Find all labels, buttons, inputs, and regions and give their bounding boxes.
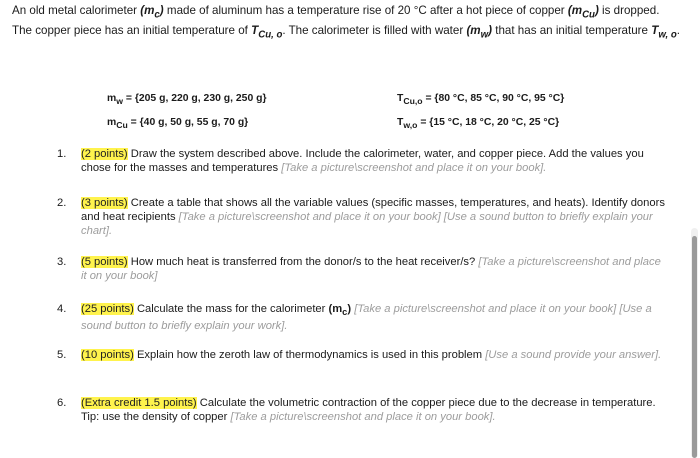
tcu-values (397, 93, 607, 106)
question-text: How much heat is transferred from the donor/s to the heat receiver/s? (127, 256, 479, 268)
variable-values (107, 88, 607, 136)
question-1 (57, 147, 667, 175)
temp-water: T (651, 23, 659, 37)
mcu-values (107, 117, 397, 130)
problem-intro (12, 3, 680, 43)
var-value: = {80 °C, 85 °C, 90 °C, 95 °C} (422, 93, 565, 105)
intro-text: is dropped. The copper piece has an initial temperature of (12, 4, 660, 37)
intro-text: that has an initial temperature (495, 23, 648, 37)
question-text: Create a table that shows all the variable values (specific masses, temperatures, and heats). Identify donors and heat recipients (81, 197, 665, 223)
question-3 (57, 255, 667, 283)
scrollbar-thumb[interactable] (692, 236, 697, 458)
paren: ) (488, 23, 492, 37)
question-body (81, 396, 667, 424)
subscript: Cu, o (258, 29, 283, 41)
question-body (81, 196, 667, 238)
points-badge: (Extra credit 1.5 points) (81, 397, 197, 409)
question-instruction: [Take a picture\screenshot and place it on your book]. (230, 411, 496, 423)
var-symbol: T (397, 117, 404, 129)
question-4 (57, 302, 667, 333)
mass-copper: (m (567, 4, 583, 17)
intro-text: made of aluminum has a temperature rise of 20 °C after a hot piece of copper (166, 4, 565, 17)
var-value: = {205 g, 220 g, 230 g, 250 g} (122, 93, 267, 105)
var-symbol: T (397, 93, 404, 105)
mw-values (107, 93, 397, 106)
tw-values (397, 117, 607, 130)
question-5 (57, 348, 667, 362)
variable-row (107, 88, 607, 112)
question-instruction: [Take a picture\screenshot and place it on your book] [Use a sound button to briefly explain your work]. (81, 303, 652, 333)
question-instruction: [Take a picture\screenshot and place it on your book] [Use a sound button to briefly explain your chart]. (81, 211, 653, 237)
temp-copper: T (251, 23, 259, 37)
question-instruction: [Use a sound provide your answer]. (485, 349, 662, 361)
question-body (81, 302, 667, 333)
points-badge: (5 points) (81, 256, 128, 268)
question-number: 1. (57, 148, 67, 160)
intro-text: An old metal calorimeter (12, 4, 138, 17)
question-instruction: [Take a picture\screenshot and place it on your book]. (281, 162, 547, 174)
question-text: Draw the system described above. Include the calorimeter, water, and copper piece. Add the values you chose for the masses and temperatures (81, 148, 644, 174)
subscript: Cu,o (403, 96, 423, 107)
subscript: w,o (403, 120, 418, 131)
var-symbol: m (107, 93, 117, 105)
paren: ) (347, 303, 352, 315)
question-2 (57, 196, 667, 238)
question-body (81, 147, 667, 175)
question-body (81, 255, 667, 283)
subscript: w, o (658, 29, 677, 41)
question-number: 2. (57, 197, 67, 209)
paren: ) (594, 4, 599, 17)
mass-water: (m (466, 23, 481, 37)
question-text: Calculate the mass for the calorimeter (133, 303, 329, 315)
subscript: w (480, 29, 489, 41)
points-badge: (3 points) (81, 197, 128, 209)
question-number: 6. (57, 397, 67, 409)
subscript: c (342, 307, 348, 318)
subscript: w (116, 96, 123, 107)
var-value: = {40 g, 50 g, 55 g, 70 g} (127, 117, 249, 129)
points-badge: (10 points) (81, 349, 134, 361)
var-value: = {15 °C, 18 °C, 20 °C, 25 °C} (417, 117, 560, 129)
subscript: Cu (582, 9, 595, 21)
question-6 (57, 396, 667, 424)
points-badge: (2 points) (81, 148, 128, 160)
intro-text: . The calorimeter is filled with water (282, 23, 464, 37)
paren: ) (159, 4, 164, 17)
question-instruction: [Take a picture\screenshot and place it on your book] (81, 256, 661, 282)
question-body (81, 348, 667, 362)
subscript: Cu (116, 120, 128, 131)
question-text: Explain how the zeroth law of thermodynamics is used in this problem (133, 349, 486, 361)
variable-row (107, 112, 607, 136)
points-badge: (25 points) (81, 303, 134, 315)
subscript: c (154, 9, 160, 21)
question-number: 4. (57, 303, 67, 315)
var-symbol: m (107, 117, 117, 129)
mass-calorimeter: (m (328, 303, 343, 315)
question-number: 5. (57, 349, 67, 361)
intro-text: . (676, 23, 680, 37)
question-number: 3. (57, 256, 67, 268)
mass-calorimeter: (m (140, 4, 155, 17)
question-text: Calculate the volumetric contraction of the copper piece due to the decrease in temperature. Tip: use the density of copper (81, 397, 656, 423)
